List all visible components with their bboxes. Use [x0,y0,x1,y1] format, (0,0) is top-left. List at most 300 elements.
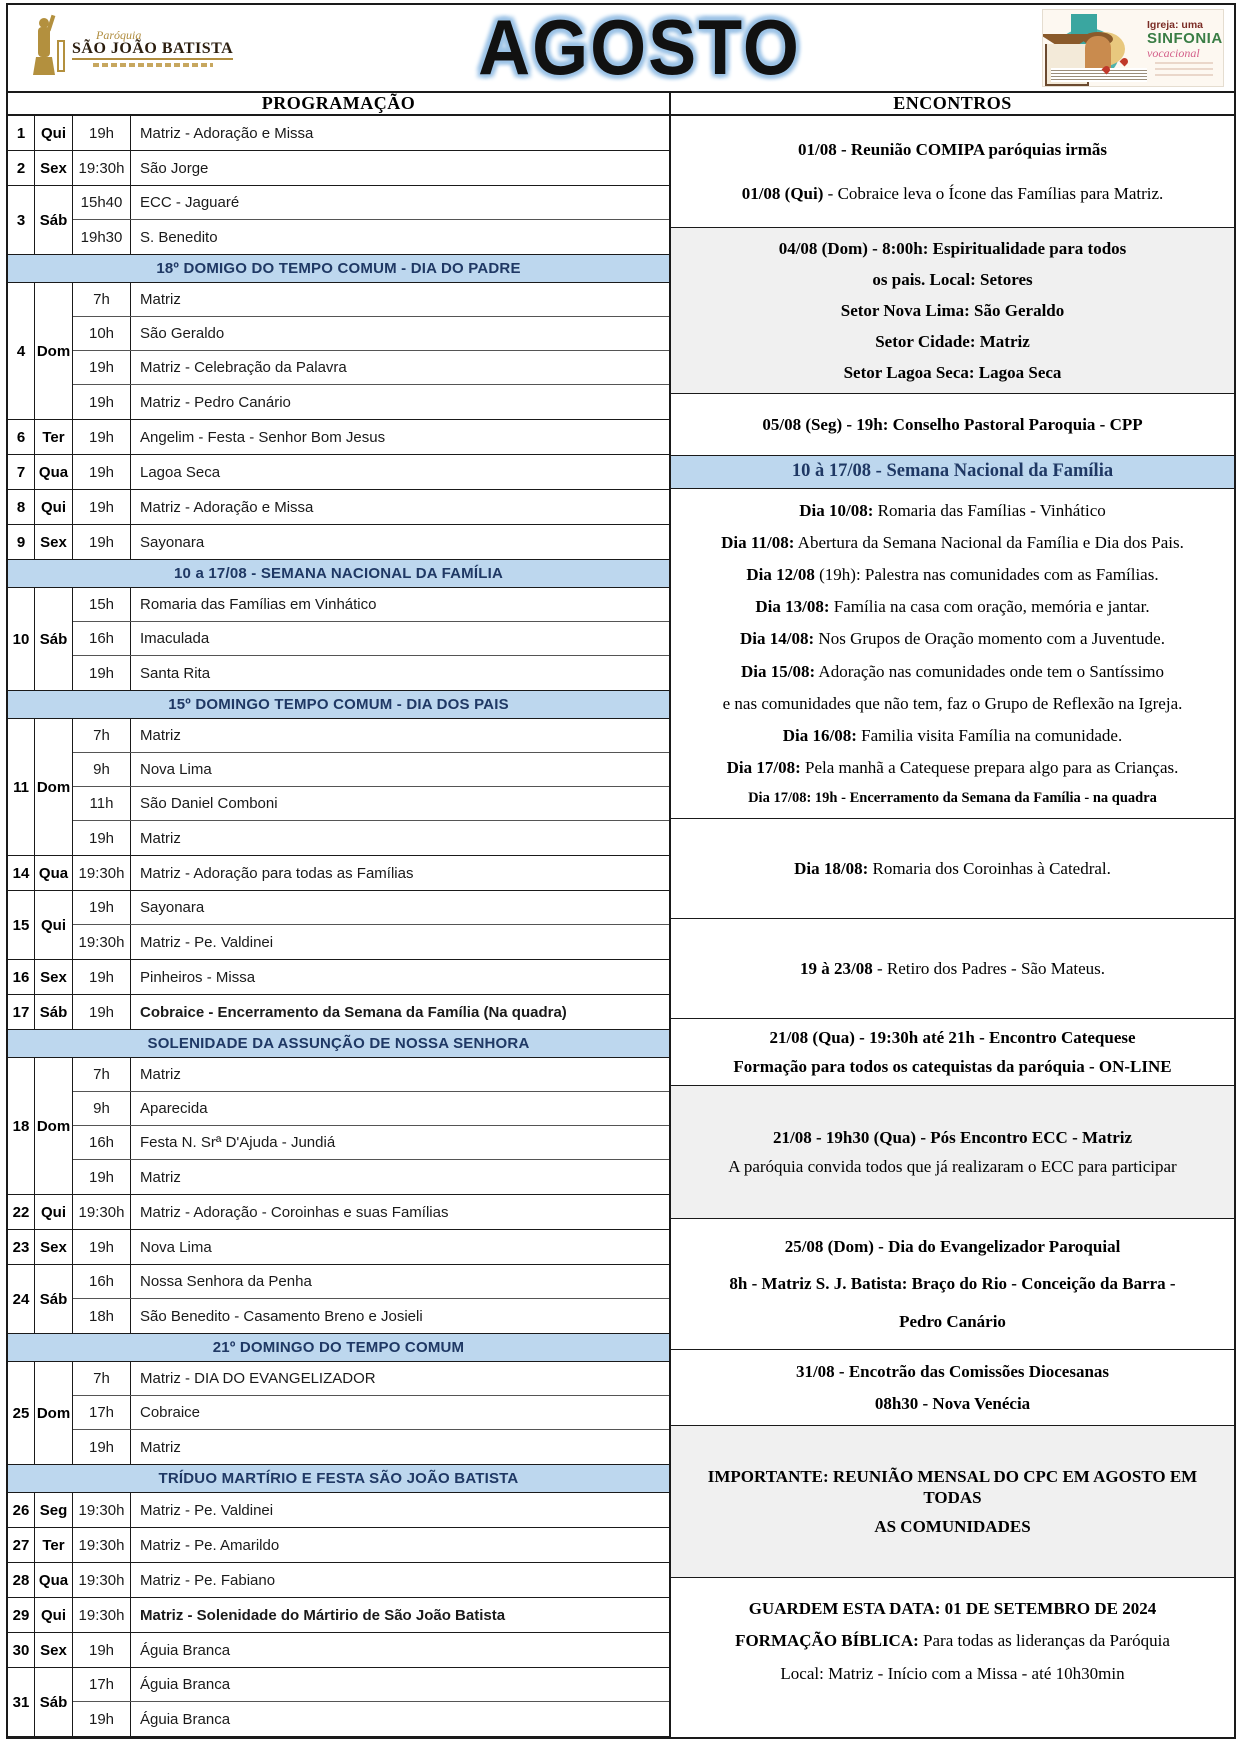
event-cell: Matriz [140,1438,181,1456]
section-header-row [8,560,669,588]
schedule-slot [73,1092,669,1126]
event-cell: Matriz - Pe. Amarildo [140,1536,280,1554]
encontros-text-segment: - Semana Nacional da Família [871,461,1114,482]
weekday-cell: Qua [35,856,73,890]
section-header-row [8,1465,669,1493]
day-number-cell: 1 [8,116,35,150]
weekday-cell: Sáb [35,186,73,254]
day-number-cell: 31 [8,1668,35,1736]
weekday-cell: Qua [35,455,73,489]
day-slots [73,490,669,524]
encontros-line [671,1630,1234,1651]
schedule-slot [73,385,669,419]
schedule-slot [73,351,669,385]
day-number-cell: 14 [8,856,35,890]
schedule-slot [73,1299,669,1333]
event-cell: Águia Branca [140,1676,231,1693]
encontros-line [671,300,1234,321]
schedule-slot [73,1160,669,1194]
encontros-line [679,1127,1226,1148]
weekday-cell: Dom [35,719,73,855]
weekday-cell: Sáb [35,1265,73,1333]
encontros-blocks [671,116,1234,1737]
encontros-line [671,331,1234,352]
time-cell: 19h [73,1633,131,1667]
day-row [8,1058,669,1195]
encontros-text-segment: Familia visita Família na comunidade. [856,725,1123,745]
weekday-cell: Qui [35,1598,73,1632]
encontros-text-segment: 19 à 23/08 [799,958,873,978]
day-row [8,420,669,455]
time-cell: 19h [73,1160,131,1194]
parish-logo-subtext [93,63,213,67]
day-slots [73,588,669,690]
event-cell: Matriz - Pedro Canário [140,393,291,411]
encontros-block [671,1086,1234,1219]
schedule-slot [73,1195,669,1229]
encontros-text-segment: 05/08 (Seg) - 19h: Conselho Pastoral Paroquia - CPP [762,414,1143,434]
encontros-text-segment: Dia 11/08: [721,533,795,552]
day-row [8,891,669,960]
event-cell: Matriz [140,829,181,847]
encontros-text-segment: FORMAÇÃO BÍBLICA: [735,1631,919,1651]
encontros-text-segment: e nas comunidades que não tem, faz o Grupo de Reflexão na Igreja. [722,693,1183,713]
time-cell: 15h40 [73,186,131,219]
encontros-text-segment: (19h): Palestra nas comunidades com as Famílias. [814,565,1159,585]
encontros-block [671,919,1234,1019]
day-number-cell: 23 [8,1230,35,1264]
day-number-cell: 15 [8,891,35,959]
day-row [8,995,669,1030]
section-header-row [8,691,669,719]
day-number-cell: 29 [8,1598,35,1632]
schedule-slot [73,1362,669,1396]
encontros-line [671,1361,1234,1382]
encontros-text-segment: Para todas as lideranças da Paróquia [918,1631,1170,1651]
time-cell: 17h [73,1668,131,1701]
schedule-slot [73,1396,669,1430]
day-number-cell: 17 [8,995,35,1029]
weekday-cell: Seg [35,1493,73,1527]
schedule-slot [73,1430,669,1464]
day-slots [73,116,669,150]
encontros-text-segment: Dia 17/08: [726,757,801,777]
day-slots [73,1528,669,1562]
time-cell: 15h [73,588,131,621]
encontros-line [671,757,1234,778]
time-cell: 7h [73,1362,131,1395]
encontros-text-segment: Dia 13/08: [755,597,830,617]
day-slots [73,1195,669,1229]
day-slots [73,856,669,890]
schedule-slot [73,1058,669,1092]
time-cell: 19:30h [73,1493,131,1527]
saint-statue-icon [22,13,66,84]
encontros-text-segment: 31/08 - Encotrão das Comissões Diocesanas [795,1361,1110,1381]
campaign-line1: Igreja: uma [1147,19,1204,31]
event-cell: Santa Rita [140,664,211,682]
encontros-text-segment: Pedro Canário [899,1312,1006,1332]
schedule-slot [73,1126,669,1160]
weekday-cell: Dom [35,1058,73,1194]
section-header-label: SOLENIDADE DA ASSUNÇÃO DE NOSSA SENHORA [147,1035,530,1052]
day-number-cell: 9 [8,525,35,559]
time-cell: 19h [73,821,131,855]
schedule-slot [73,960,669,994]
encontros-text-segment: - Retiro dos Padres - São Mateus. [872,958,1106,978]
time-cell: 19h [73,490,131,524]
day-row [8,455,669,490]
schedule-slot [73,1702,669,1736]
encontros-line [671,1663,1234,1684]
event-cell: Cobraice [140,1404,201,1421]
time-cell: 16h [73,622,131,655]
event-cell: Matriz - DIA DO EVANGELIZADOR [140,1370,376,1387]
event-cell: São Jorge [140,159,209,177]
time-cell: 11h [73,787,131,820]
day-number-cell: 10 [8,588,35,690]
encontros-text-segment: 21/08 - 19h30 (Qua) - Pós Encontro ECC - Matriz [772,1127,1133,1147]
event-cell: Matriz - Pe. Fabiano [140,1571,276,1589]
event-cell: Matriz [140,1168,181,1186]
weekday-cell: Qui [35,116,73,150]
encontros-text-segment: A paróquia convida todos que já realizaram o ECC para participar [728,1157,1177,1176]
encontros-text-segment: Setor Nova Lima: São Geraldo [840,300,1065,320]
encontros-text-segment: 08h30 - Nova Venécia [874,1393,1031,1413]
schedule-slot [73,116,669,150]
encontros-gray-band [675,1117,1230,1188]
day-row [8,186,669,255]
encontros-block [671,1350,1234,1426]
event-cell: Cobraice - Encerramento da Semana da Família (Na quadra) [140,1003,567,1021]
time-cell: 19:30h [73,856,131,890]
encontros-line [786,460,1119,483]
campaign-line2: SINFONIA [1147,30,1223,48]
campaign-quote-text [1155,62,1213,78]
day-number-cell: 7 [8,455,35,489]
schedule-slot [73,525,669,559]
event-cell: Matriz - Celebração da Palavra [140,359,347,376]
section-header-label: 10 a 17/08 - SEMANA NACIONAL DA FAMÍLIA [174,565,503,582]
day-slots [73,1493,669,1527]
encontros-text-segment: Dia 12/08 [746,565,815,585]
day-slots [73,960,669,994]
encontros-line [671,500,1234,521]
encontros-text-segment: IMPORTANTE: REUNIÃO MENSAL DO CPC EM AGOSTO EM TODAS [707,1466,1198,1507]
schedule-slot [73,455,669,489]
day-number-cell: 4 [8,283,35,419]
encontros-line [671,238,1234,259]
day-slots [73,1668,669,1736]
day-row [8,1265,669,1334]
day-number-cell: 30 [8,1633,35,1667]
encontros-line [671,183,1234,204]
encontros-text-segment: Dia 10/08: [799,500,874,520]
time-cell: 19h [73,525,131,559]
encontros-line [671,661,1234,682]
day-slots [73,1563,669,1597]
encontros-line [671,693,1234,714]
event-cell: Aparecida [140,1100,208,1117]
encontros-text-segment: GUARDEM ESTA DATA: 01 DE SETEMBRO DE 2024 [748,1599,1157,1618]
encontros-line [671,1273,1234,1294]
encontros-line [671,789,1234,807]
encontros-text-segment: Dia 16/08: [782,725,857,745]
day-slots [73,1598,669,1632]
encontros-line [671,532,1234,553]
encontros-text-segment: 04/08 (Dom) - 8:00h: Espiritualidade para todos [778,238,1127,258]
encontros-text-segment: Setor Cidade: Matriz [875,331,1030,351]
encontros-text-segment: Nos Grupos de Oração momento com a Juventude. [814,629,1165,649]
encontros-text-segment: Romaria dos Coroinhas à Catedral. [868,858,1111,878]
schedule-slot [73,925,669,959]
event-cell: Angelim - Festa - Senhor Bom Jesus [140,428,386,446]
encontros-text-segment: Formação para todos os catequistas da paróquia - ON-LINE [733,1056,1172,1076]
encontros-line [671,269,1234,290]
section-header-label: TRÍDUO MARTÍRIO E FESTA SÃO JOÃO BATISTA [158,1470,519,1487]
schedule-slot [73,1598,669,1632]
day-row [8,856,669,891]
day-number-cell: 26 [8,1493,35,1527]
encontros-line [671,858,1234,879]
day-slots [73,1633,669,1667]
day-slots [73,186,669,254]
encontros-line [671,1056,1234,1077]
schedule-slot [73,1633,669,1667]
encontros-text-segment: 21/08 (Qua) - 19:30h até 21h - Encontro Catequese [769,1027,1136,1047]
time-cell: 7h [73,1058,131,1091]
encontros-text-segment: Adoração nas comunidades onde tem o Santíssimo [815,661,1165,681]
encontros-line [671,414,1234,435]
encontros-text-segment: AS COMUNIDADES [874,1517,1031,1537]
day-slots [73,891,669,959]
encontros-line [671,596,1234,617]
encontros-text-segment: os pais. Local: Setores [872,269,1033,289]
encontros-text-segment: Setor Lagoa Seca: Lagoa Seca [843,362,1062,382]
event-cell: Matriz [140,727,181,744]
schedule-slot [73,220,669,254]
encontros-text-segment: 8h - Matriz S. J. Batista: Braço do Rio - Conceição da Barra - [729,1274,1176,1294]
time-cell: 16h [73,1265,131,1298]
time-cell: 17h [73,1396,131,1429]
encontros-text-segment: Dia 14/08: [740,629,815,649]
encontros-line [671,1598,1234,1619]
encontros-text-segment: 01/08 (Qui) [741,183,828,203]
schedule-slot [73,186,669,220]
encontros-text-segment: 25/08 (Dom) - Dia do Evangelizador Paroquial [784,1236,1121,1256]
encontros-block [671,819,1234,919]
schedule-slot [73,856,669,890]
time-cell: 10h [73,317,131,350]
encontros-text-segment: Família na casa com oração, memória e jantar. [829,597,1150,617]
day-row [8,719,669,856]
event-cell: Matriz - Adoração e Missa [140,124,314,142]
event-cell: Matriz - Solenidade do Mártirio de São João Batista [140,1606,506,1624]
event-cell: Imaculada [140,630,210,647]
encontros-line [671,1311,1234,1332]
event-cell: ECC - Jaguaré [140,194,240,211]
day-number-cell: 22 [8,1195,35,1229]
day-number-cell: 27 [8,1528,35,1562]
event-cell: Águia Branca [140,1641,231,1659]
schedule-slot [73,753,669,787]
event-cell: Matriz - Pe. Valdinei [140,933,274,951]
day-number-cell: 2 [8,151,35,185]
encontros-text-segment: Pela manhã a Catequese prepara algo para as Crianças. [800,757,1179,777]
music-score-icon [1051,68,1147,82]
encontros-line [671,1393,1234,1414]
day-number-cell: 11 [8,719,35,855]
time-cell: 18h [73,1299,131,1333]
section-header-row [8,1334,669,1362]
weekday-cell: Sex [35,1633,73,1667]
event-cell: Pinheiros - Missa [140,968,256,986]
encontros-line [671,628,1234,649]
schedule-slot [73,283,669,317]
campaign-card-text [1147,20,1223,59]
encontros-column [671,93,1234,1737]
weekday-cell: Dom [35,1362,73,1464]
event-cell: São Benedito - Casamento Breno e Josieli [140,1307,423,1325]
day-number-cell: 3 [8,186,35,254]
section-header-label: 15º DOMINGO TEMPO COMUM - DIA DOS PAIS [168,696,509,713]
day-number-cell: 18 [8,1058,35,1194]
encontros-line [679,1516,1226,1537]
day-row [8,1362,669,1465]
event-cell: Sayonara [140,533,205,551]
schedule-slot [73,719,669,753]
weekday-cell: Sex [35,1230,73,1264]
time-cell: 19h30 [73,220,131,254]
programacao-rows [8,116,669,1737]
event-cell: São Daniel Comboni [140,795,278,812]
time-cell: 19:30h [73,151,131,185]
schedule-slot [73,490,669,524]
section-header-row [8,1030,669,1058]
day-slots [73,283,669,419]
encontros-block [671,1578,1234,1711]
parish-logo-text [72,29,233,67]
schedule-slot [73,622,669,656]
encontros-block [671,1219,1234,1350]
time-cell: 7h [73,283,131,316]
schedule-slot [73,821,669,855]
weekday-cell: Dom [35,283,73,419]
day-slots [73,151,669,185]
schedule-slot [73,656,669,690]
schedule-slot [73,1230,669,1264]
day-number-cell: 24 [8,1265,35,1333]
encontros-line [671,564,1234,585]
event-cell: Matriz [140,291,181,308]
campaign-line3: vocacional [1147,45,1200,60]
weekday-cell: Sex [35,525,73,559]
parish-logo [8,13,237,84]
encontros-line [671,139,1234,160]
schedule-slot [73,317,669,351]
event-cell: S. Benedito [140,228,218,246]
day-slots [73,1230,669,1264]
time-cell: 19h [73,995,131,1029]
time-cell: 19h [73,891,131,924]
event-cell: Romaria das Famílias em Vinhático [140,596,377,613]
day-row [8,1598,669,1633]
encontros-block [671,228,1234,394]
day-row [8,960,669,995]
time-cell: 19h [73,351,131,384]
day-number-cell: 6 [8,420,35,454]
weekday-cell: Ter [35,1528,73,1562]
event-cell: Águia Branca [140,1710,231,1728]
time-cell: 19h [73,656,131,690]
day-slots [73,719,669,855]
weekday-cell: Qui [35,891,73,959]
section-header-label: 18º DOMIGO DO TEMPO COMUM - DIA DO PADRE [156,260,521,277]
encontros-text-segment: 01/08 - Reunião COMIPA paróquias irmãs [797,139,1107,159]
weekday-cell: Qui [35,490,73,524]
time-cell: 19h [73,455,131,489]
day-slots [73,455,669,489]
encontros-text-segment: 10 à 17/08 [791,461,872,482]
encontros-block [671,489,1234,819]
time-cell: 19:30h [73,1528,131,1562]
day-row [8,1493,669,1528]
weekday-cell: Sex [35,151,73,185]
event-cell: Nova Lima [140,761,212,778]
time-cell: 19h [73,420,131,454]
time-cell: 9h [73,1092,131,1125]
event-cell: Matriz - Adoração - Coroinhas e suas Famílias [140,1203,449,1221]
encontros-line [679,1466,1226,1509]
vocational-campaign-card [1042,9,1224,87]
event-cell: Lagoa Seca [140,463,221,481]
calendar-document [6,3,1236,1739]
programacao-column [8,93,671,1737]
weekday-cell: Sáb [35,1668,73,1736]
day-row [8,525,669,560]
schedule-slot [73,787,669,821]
day-number-cell: 16 [8,960,35,994]
event-cell: Matriz - Pe. Valdinei [140,1501,274,1519]
time-cell: 19h [73,1702,131,1736]
day-slots [73,1058,669,1194]
day-number-cell: 8 [8,490,35,524]
heart-icon [1120,57,1130,67]
schedule-slot [73,1493,669,1527]
encontros-line [671,725,1234,746]
time-cell: 19h [73,116,131,150]
encontros-block [671,456,1234,489]
encontros-block [671,394,1234,456]
encontros-line [679,1156,1226,1177]
encontros-text-segment: Dia 15/08: [740,661,816,681]
day-row [8,151,669,186]
schedule-slot [73,588,669,622]
day-slots [73,995,669,1029]
encontros-column-header: ENCONTROS [671,93,1234,116]
event-cell: Festa N. Srª D'Ajuda - Jundiá [140,1134,336,1151]
day-slots [73,420,669,454]
encontros-text-segment: - Cobraice leva o Ícone das Famílias para Matriz. [827,183,1164,203]
encontros-block [671,116,1234,228]
schedule-slot [73,995,669,1029]
day-row [8,116,669,151]
event-cell: Nova Lima [140,1238,212,1256]
day-row [8,1528,669,1563]
time-cell: 19h [73,1430,131,1464]
encontros-line [671,362,1234,383]
calendar-table [8,91,1234,1737]
